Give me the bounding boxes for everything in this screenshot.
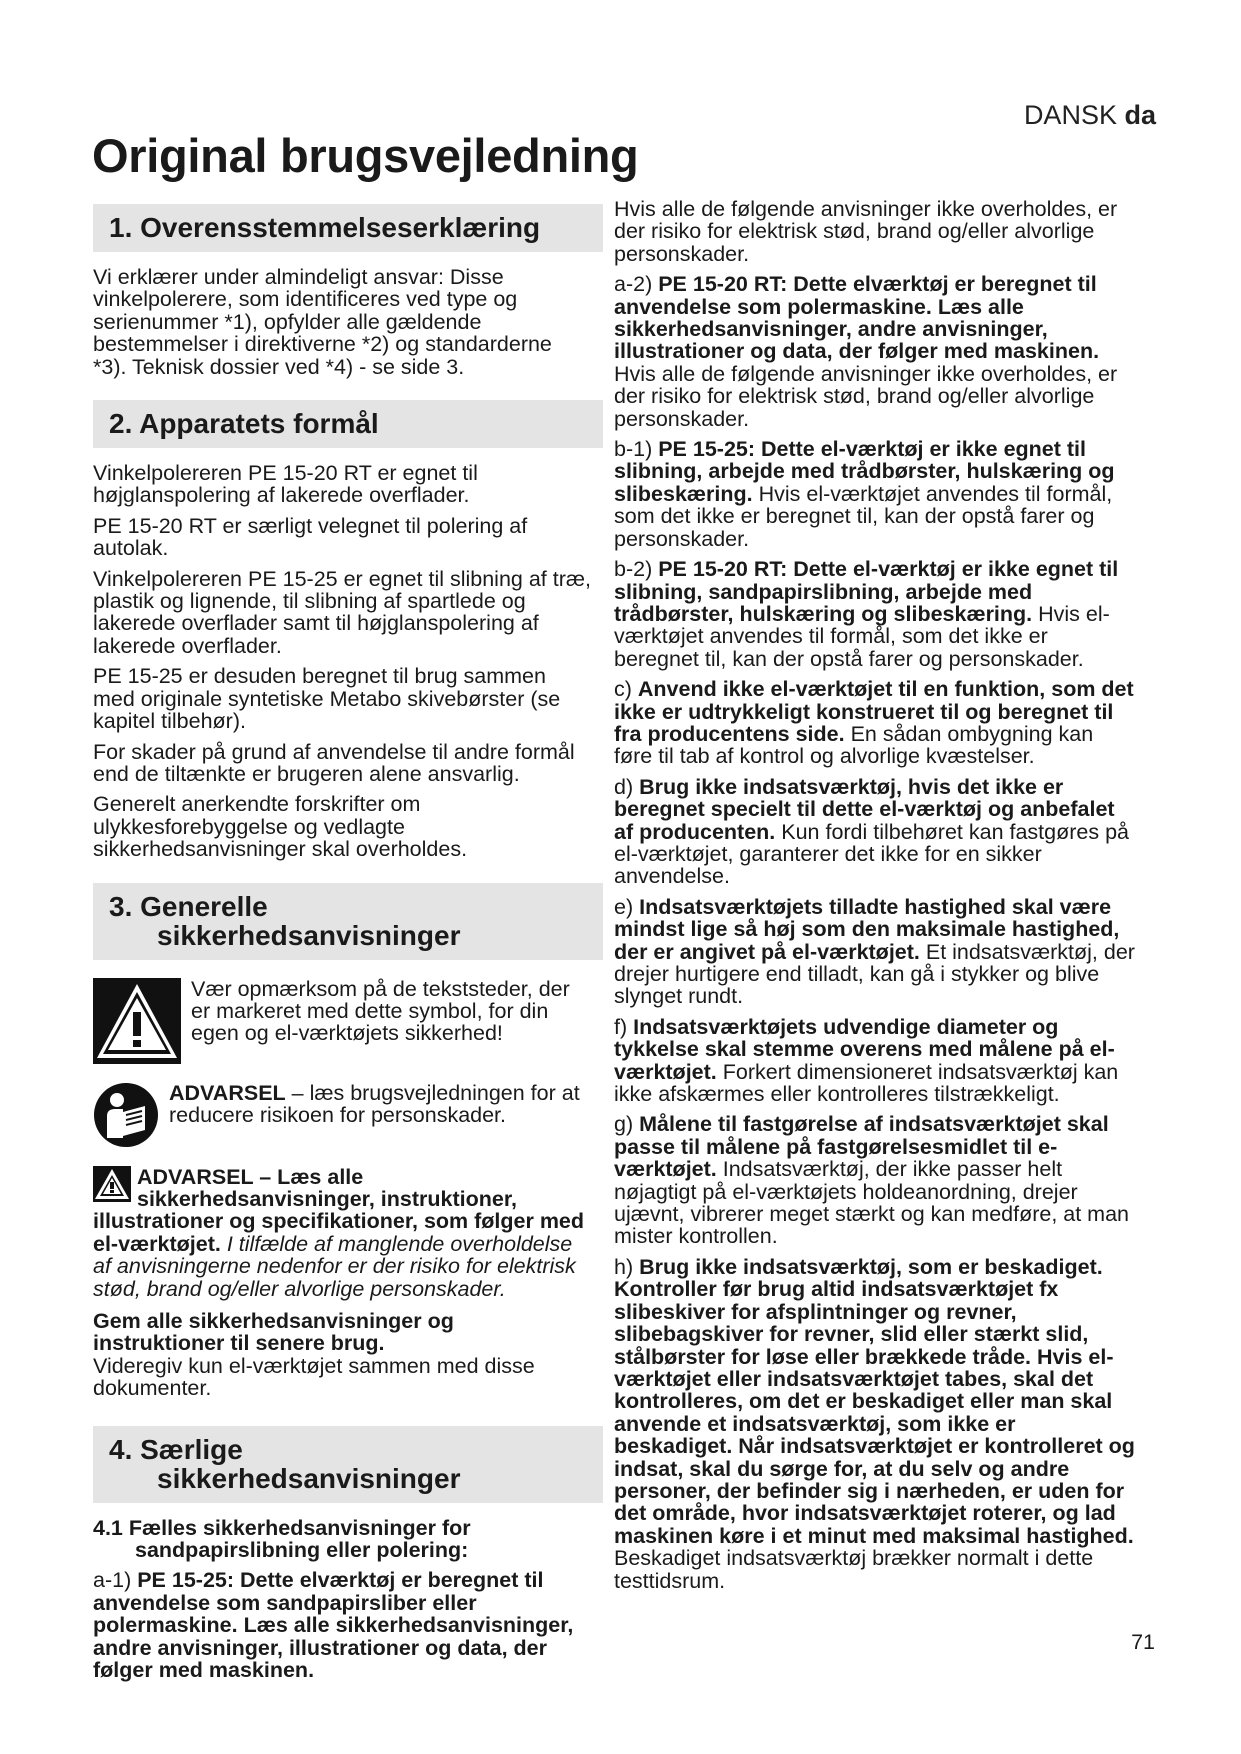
item-h: h) Brug ikke indsatsværktøj, som er beskadiget. Kontroller før brug altid indsatsværktøjet fx slibeskiver for afsplintninger og revner, slibebagskiver for revner, slid eller stærkt slid, stålbørster for løse eller brækkede tråde. Hvis el-værktøjet eller indsatsværktøjet tabes, skal det kontrolleres, om det er beskadiget eller man skal anvende et indsatsværktøj, som ikke er beskadiget. Når indsatsværktøjet er kontrolleret og indsat, skal du sørge for, at du selv og andre personer, der befinder sig i nærheden, er uden for det område, hvor indsatsværktøjet roterer, og lad maskinen køre i et minut med maksimal hastighed. Beskadiget indsatsværktøj brækker normalt i dette testtidsrum. bbox=[614, 1254, 1135, 1593]
subsection-4-1: 4.1 Fælles sikkerhedsanvisninger for sandpapirslibning eller polering: bbox=[93, 1515, 471, 1562]
item-b2: b-2) PE 15-20 RT: Dette el-værktøj er ikke egnet til slibning, sandpapirslibning, arbejde med trådbørster, hulskæring og slibeskæring. Hvis el-værktøjet anvendes til formål, som det ikke er beregnet til, kan der opstå farer og personskader. bbox=[614, 557, 1119, 671]
read-manual-note: ADVARSEL – læs brugsvejledningen for at reducere risikoen for personskader. bbox=[93, 1082, 591, 1148]
item-e: e) Indsatsværktøjets tilladte hastighed skal være mindst lige så høj som den maksimale hastighed, der er angivet på el-værktøjet. Et indsatsværktøj, der drejer hurtigere end tilladt, kan gå i stykker og blive slynget rundt. bbox=[614, 894, 1135, 1009]
warning-triangle-icon bbox=[93, 978, 181, 1064]
page-title: Original brugsvejledning bbox=[92, 129, 639, 182]
item-b1: b-1) PE 15-25: Dette el-værktøj er ikke egnet til slibning, arbejde med trådbørster, hulskæring og slibeskæring. Hvis el-værktøjet anvendes til formål, som det ikke er beregnet til, kan der opstå farer og personskader. bbox=[614, 437, 1115, 551]
purpose-p6: Generelt anerkendte forskrifter om ulykkesforebyggelse og vedlagte sikkerhedsanvisninger skal overholdes. bbox=[93, 792, 468, 862]
purpose-p4: PE 15-25 er desuden beregnet til brug sammen med originale syntetiske Metabo skivebørster (se kapitel tilbehør). bbox=[93, 664, 561, 734]
warn-read-all: ADVARSEL – Læs alle sikkerhedsanvisninger, instruktioner, illustrationer og specifikationer, som følger med el-værktøjet. I tilfælde af manglende overholdelse af anvisningerne nedenfor er der risiko for elektrisk stød, brand og/eller alvorlige personskader. bbox=[93, 1164, 585, 1301]
item-c: c) Anvend ikke el-værktøjet til en funktion, som det ikke er udtrykkeligt konstrueret til og beregnet til fra producentens side. En sådan ombygning kan føre til tab af kontrol og alvorlige kvæstelser. bbox=[614, 677, 1134, 769]
section-heading-1: 1. Overensstemmelseserklæring bbox=[93, 204, 603, 252]
small-warning-icon bbox=[93, 1166, 131, 1202]
purpose-p5: For skader på grund af anvendelse til andre formål end de tiltænkte er brugeren alene ansvarlig. bbox=[93, 739, 575, 786]
warning-label: ADVARSEL bbox=[169, 1080, 286, 1105]
section-heading-4: 4. Særlige sikkerhedsanvisninger bbox=[93, 1426, 603, 1503]
purpose-p1: Vinkelpolereren PE 15-20 RT er egnet til højglanspolering af lakerede overflader. bbox=[93, 461, 478, 508]
item-a1-continued: Hvis alle de følgende anvisninger ikke overholdes, er der risiko for elektrisk stød, brand og/eller alvorlige personskader. bbox=[614, 197, 1118, 266]
item-d: d) Brug ikke indsatsværktøj, hvis det ikke er beregnet specielt til dette el-værktøj og anbefalet af producenten. Kun fordi tilbehøret kan fastgøres på el-værktøjet, garanterer det ikke for en sikker anvendelse. bbox=[614, 774, 1129, 889]
item-a2: a-2) PE 15-20 RT: Dette elværktøj er beregnet til anvendelse som polermaskine. Læs alle sikkerhedsanvisninger, andre anvisninger, illustrationer og data, der følger med maskinen. Hvis alle de følgende anvisninger ikke overholdes, er der risiko for elektrisk stød, brand og/eller alvorlige personskader. bbox=[614, 272, 1118, 431]
warning-symbol-note: Vær opmærksom på de tekststeder, der er markeret med dette symbol, for din egen og el-værktøjets sikkerhed! bbox=[93, 978, 591, 1064]
purpose-p3: Vinkelpolereren PE 15-25 er egnet til slibning af træ, plastik og lignende, til slibning af spartlede og lakerede overflader samt til højglanspolering af lakerede overflader. bbox=[93, 566, 591, 658]
language-label: DANSK da bbox=[1023, 100, 1156, 130]
purpose-p2: PE 15-20 RT er særligt velegnet til polering af autolak. bbox=[93, 513, 528, 561]
right-column bbox=[614, 198, 1136, 1600]
keep-instructions: Gem alle sikkerhedsanvisninger og instruktioner til senere brug. Videregiv kun el-værktøjet sammen med disse dokumenter. bbox=[93, 1308, 535, 1401]
declaration-text: Vi erklærer under almindeligt ansvar: Disse vinkelpolerere, som identificeres ved type og serienummer *1), opfylder alle gældende bestemmelser i direktiverne *2) og standarderne *3). Teknisk dossier ved *4) - se side 3. bbox=[93, 265, 552, 379]
item-g: g) Målene til fastgørelse af indsatsværktøjet skal passe til målene på fastgørelsesmidlet til e-værktøjet. Indsatsværktøj, der ikke passer helt nøjagtigt på el-værktøjets holdeanordning, drejer ujævnt, vibrerer meget stærkt og kan medføre, at man mister kontrollen. bbox=[614, 1112, 1130, 1249]
language-code: da bbox=[1124, 100, 1156, 130]
page-number: 71 bbox=[1131, 1630, 1155, 1654]
section-heading-2: 2. Apparatets formål bbox=[93, 400, 603, 448]
item-a1: a-1) PE 15-25: Dette elværktøj er beregnet til anvendelse som sandpapirsliber eller polermaskine. Læs alle sikkerhedsanvisninger, andre anvisninger, illustrationer og data, der følger med maskinen. bbox=[93, 1568, 574, 1683]
read-manual-icon bbox=[93, 1082, 159, 1148]
item-f: f) Indsatsværktøjets udvendige diameter og tykkelse skal stemme overens med målene på el-værktøjet. Forkert dimensioneret indsatsværktøj kan ikke afskærmes eller kontrolleres tilstrækkeligt. bbox=[614, 1014, 1119, 1107]
section-heading-3: 3. Generelle sikkerhedsanvisninger bbox=[93, 883, 603, 960]
left-column bbox=[93, 204, 591, 1689]
